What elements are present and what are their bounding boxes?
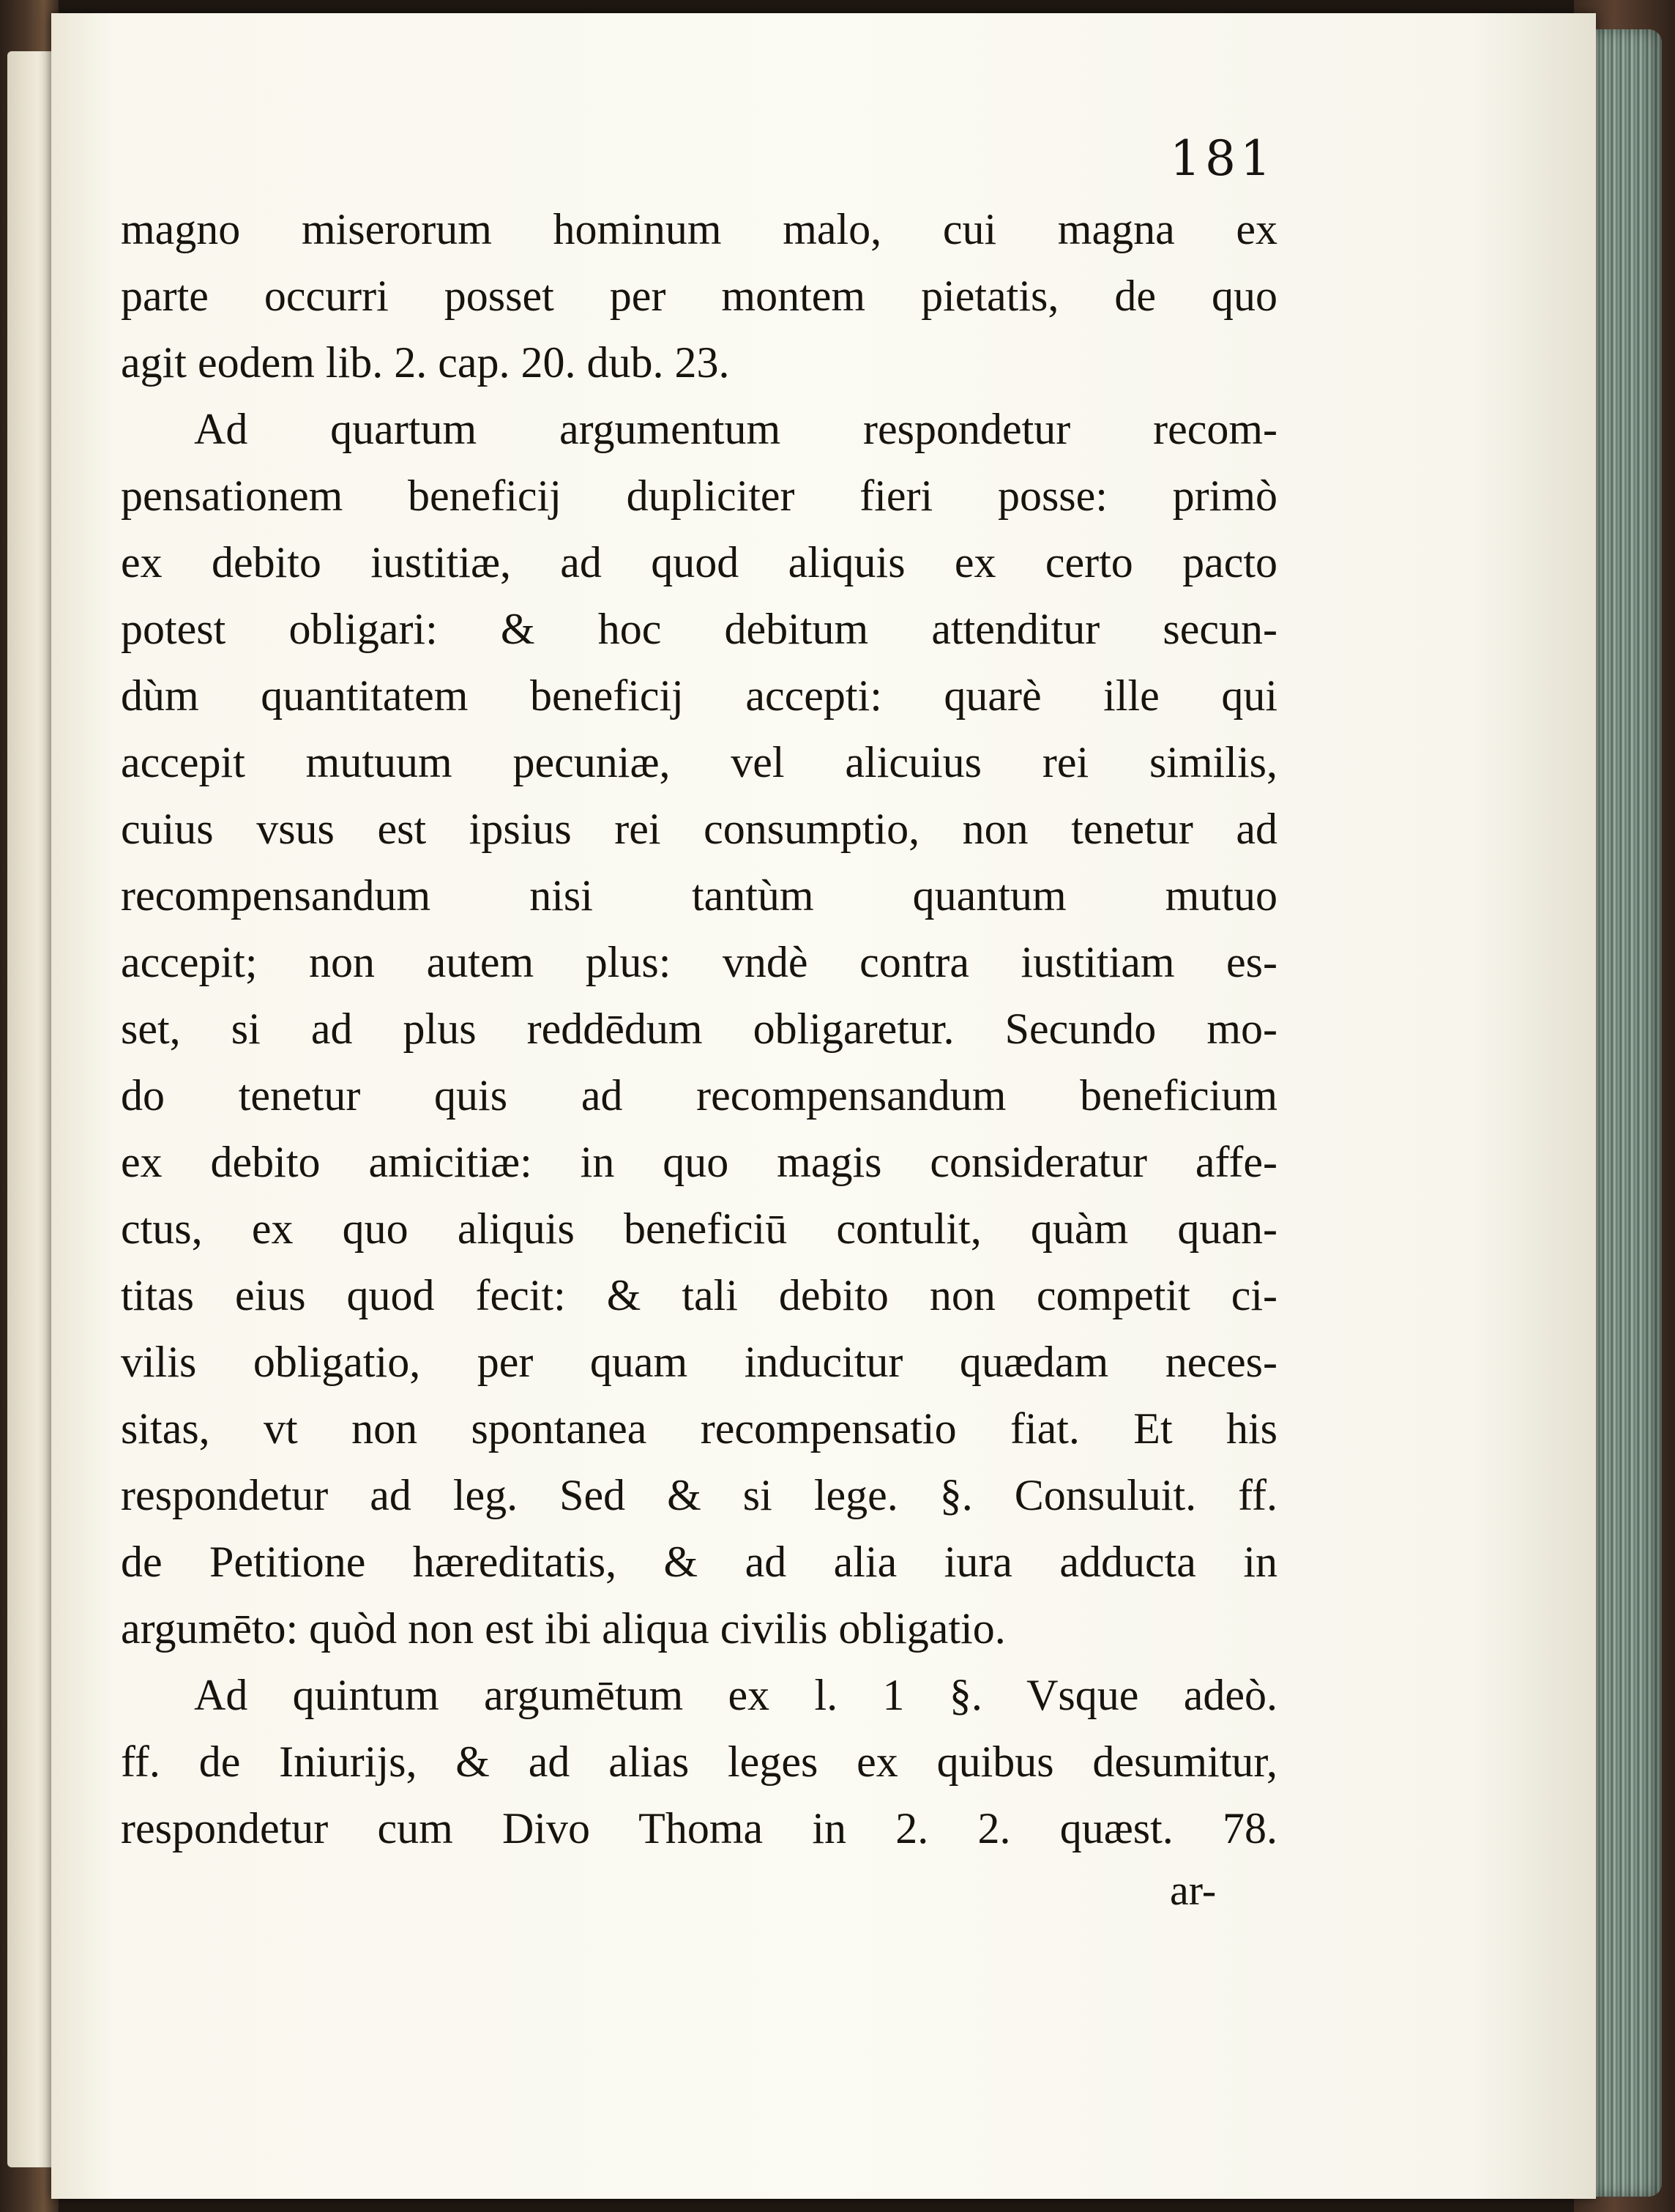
text-line: ex debito iustitiæ, ad quod aliquis ex certo pacto	[121, 538, 1277, 586]
text-line: respondetur cum Divo Thoma in 2. 2. quæst. 78.	[121, 1804, 1277, 1852]
text-line: do tenetur quis ad recompensandum beneficium	[121, 1071, 1277, 1120]
text-line: recompensandum nisi tantùm quantum mutuo	[121, 871, 1277, 920]
text-line: pensationem beneficij dupliciter fieri posse: primò	[121, 472, 1277, 520]
book-page	[51, 13, 1596, 2199]
text-line: ctus, ex quo aliquis beneficiū contulit, quàm quan-	[121, 1204, 1277, 1253]
text-line: cuius vsus est ipsius rei consumptio, non tenetur ad	[121, 805, 1277, 853]
text-line: parte occurri posset per montem pietatis, de quo	[121, 272, 1277, 320]
text-line: respondetur ad leg. Sed & si lege. §. Consuluit. ff.	[121, 1471, 1277, 1519]
text-line: dùm quantitatem beneficij accepti: quarè ille qui	[121, 671, 1277, 720]
text-line: argumēto: quòd non est ibi aliqua civilis obligatio.	[121, 1604, 1006, 1653]
page-text	[121, 196, 1277, 1862]
text-line: de Petitione hæreditatis, & ad alia iura adducta in	[121, 1538, 1277, 1586]
text-line: vilis obligatio, per quam inducitur quædam neces-	[121, 1338, 1277, 1386]
text-line: set, si ad plus reddēdum obligaretur. Secundo mo-	[121, 1005, 1277, 1053]
page-number: 181	[1170, 130, 1275, 187]
text-line: Ad quintum argumētum ex l. 1 §. Vsque adeò.	[194, 1671, 1277, 1719]
text-line: accepit; non autem plus: vndè contra iustitiam es-	[121, 938, 1277, 986]
text-line: ff. de Iniurijs, & ad alias leges ex quibus desumitur,	[121, 1738, 1277, 1786]
text-line: titas eius quod fecit: & tali debito non competit ci-	[121, 1271, 1277, 1319]
text-line: accepit mutuum pecuniæ, vel alicuius rei similis,	[121, 738, 1277, 786]
catchword: ar-	[1170, 1866, 1217, 1914]
text-line: potest obligari: & hoc debitum attenditur secun-	[121, 605, 1277, 653]
text-line: agit eodem lib. 2. cap. 20. dub. 23.	[121, 338, 730, 387]
text-line: magno miserorum hominum malo, cui magna ex	[121, 205, 1277, 253]
text-line: Ad quartum argumentum respondetur recom-	[194, 405, 1277, 453]
text-line: ex debito amicitiæ: in quo magis consideratur affe-	[121, 1138, 1277, 1186]
text-line: sitas, vt non spontanea recompensatio fiat. Et his	[121, 1404, 1277, 1453]
